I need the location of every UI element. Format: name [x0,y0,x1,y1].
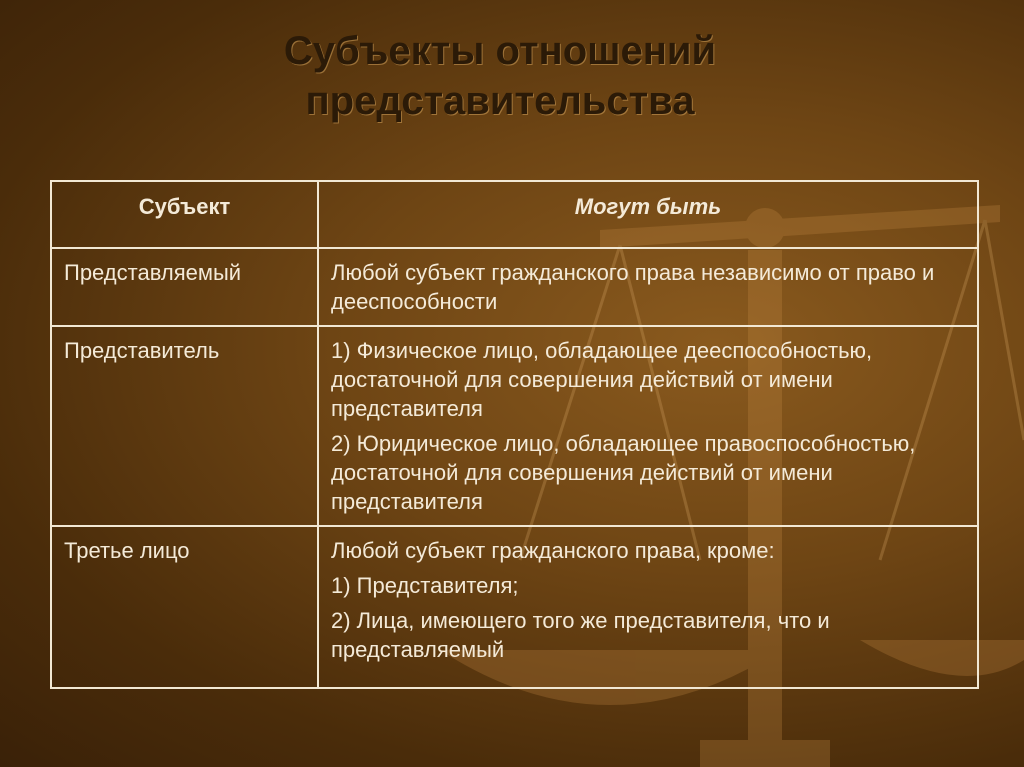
description-line: 1) Физическое лицо, обладающее дееспособностью, достаточной для совершения действий от имени представителя [331,338,873,421]
description-line: Любой субъект гражданского права, кроме: [331,538,775,563]
row-subject: Третье лицо [51,526,318,688]
title-line-2: представительства [305,79,695,123]
row-description [318,326,978,526]
table-row [51,248,978,326]
row-description [318,526,978,688]
table-header-row [51,181,978,248]
slide-title [0,26,1000,126]
description-line: 2) Лица, имеющего того же представителя, что и представляемый [331,608,830,662]
table-row [51,326,978,526]
description-line: 1) Представителя; [331,573,519,598]
description-line: 2) Юридическое лицо, обладающее правоспособностью, достаточной для совершения действий от имени представителя [331,431,916,514]
row-description [318,248,978,326]
header-subject: Субъект [51,181,318,248]
table-row [51,526,978,688]
description-line: Любой субъект гражданского права независимо от право и дееспособности [331,260,935,314]
title-line-1: Субъекты отношений [283,29,717,73]
header-can-be: Могут быть [318,181,978,248]
row-subject: Представляемый [51,248,318,326]
subjects-table [50,180,979,689]
row-subject: Представитель [51,326,318,526]
